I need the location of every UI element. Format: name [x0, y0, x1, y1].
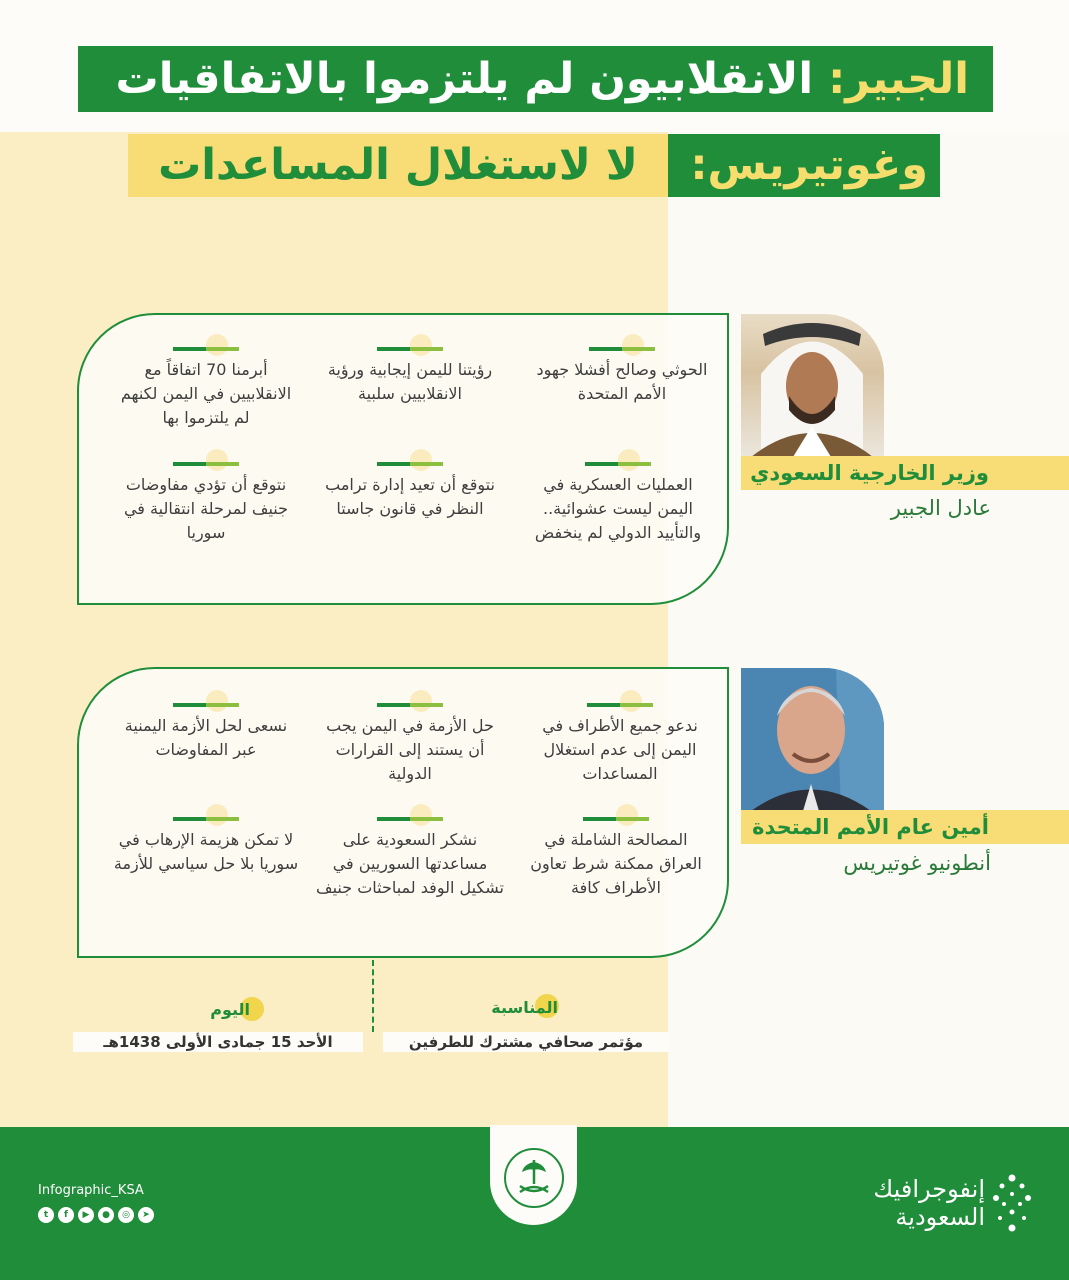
quote-item	[112, 449, 300, 545]
quote-marker	[585, 449, 651, 467]
quote-item	[522, 804, 710, 900]
quote-marker	[377, 334, 443, 352]
quote-item	[316, 690, 504, 786]
quote-text: حل الأزمة في اليمن يجب أن يستند إلى القرارات الدولية	[326, 716, 494, 783]
brand-dots-icon	[992, 1172, 1032, 1234]
quote-text: الحوثي وصالح أفشلا جهود الأمم المتحدة	[536, 360, 708, 403]
quote-item	[112, 334, 300, 430]
social-icons	[38, 1207, 154, 1223]
headline-name-2: وغوتيريس:	[690, 140, 928, 190]
quote-text: رؤيتنا لليمن إيجابية ورؤية الانقلابيين سلبية	[327, 360, 493, 403]
quote-marker	[173, 690, 239, 708]
quote-text: العمليات العسكرية في اليمن ليست عشوائية.. والتأييد الدولي لم ينخفض	[534, 475, 702, 542]
quote-marker	[377, 690, 443, 708]
telegram-icon[interactable]: ➤	[138, 1207, 154, 1223]
quote-text: ندعو جميع الأطراف في اليمن إلى عدم استغلال المساعدات	[542, 716, 698, 783]
quote-text: نشكر السعودية على مساعدتها السوريين في تشكيل الوفد لمباحثات جنيف	[316, 830, 504, 897]
quote-text: نتوقع أن تؤدي مفاوضات جنيف لمرحلة انتقالية في سوريا	[123, 475, 289, 542]
headline-name-1: الجبير:	[828, 54, 969, 104]
youtube-icon[interactable]: ▶	[78, 1207, 94, 1223]
jubeir-name: عادل الجبير	[890, 496, 991, 520]
jubeir-role: وزير الخارجية السعودي	[741, 456, 1069, 490]
event-divider	[372, 960, 374, 1032]
brand-line-2: السعودية	[895, 1203, 985, 1231]
headline-line-1	[78, 46, 993, 112]
day-value: الأحد 15 جمادى الأولى 1438هـ	[73, 1032, 363, 1052]
quote-marker	[377, 449, 443, 467]
twitter-icon[interactable]: t	[38, 1207, 54, 1223]
quote-item	[112, 690, 300, 762]
headline-text-2: لا لاستغلال المساعدات	[128, 134, 668, 197]
headline-name-2-box	[668, 134, 940, 197]
quote-item	[524, 449, 712, 545]
guterres-role: أمين عام الأمم المتحدة	[741, 810, 1069, 844]
quote-marker	[583, 804, 649, 822]
quote-text: أبرمنا 70 اتفاقاً مع الانقلابيين في اليمن لكنهم لم يلتزموا بها	[120, 360, 292, 427]
quote-text: نتوقع أن تعيد إدارة ترامب النظر في قانون جاستا	[325, 475, 495, 518]
quote-marker	[587, 690, 653, 708]
quote-marker	[173, 334, 239, 352]
yellow-background	[0, 132, 668, 1127]
jubeir-photo	[741, 314, 884, 457]
quote-item	[316, 334, 504, 406]
quote-item	[316, 449, 504, 521]
day-label: اليوم	[210, 1000, 250, 1019]
quote-marker	[589, 334, 655, 352]
instagram-icon[interactable]: ◎	[118, 1207, 134, 1223]
facebook-icon[interactable]: f	[58, 1207, 74, 1223]
brand-line-1: إنفوجرافيك	[873, 1175, 985, 1203]
right-background	[668, 132, 1069, 1127]
quote-item	[112, 804, 300, 876]
quote-item	[528, 334, 716, 406]
quote-marker	[173, 449, 239, 467]
saudi-emblem-icon	[504, 1148, 564, 1208]
quote-text: المصالحة الشاملة في العراق ممكنة شرط تعاون الأطراف كافة	[530, 830, 702, 897]
brand-logo-text	[830, 1175, 985, 1231]
occasion-value: مؤتمر صحافي مشترك للطرفين	[383, 1032, 669, 1052]
guterres-photo	[741, 668, 884, 811]
snapchat-icon[interactable]: ●	[98, 1207, 114, 1223]
quote-marker	[377, 804, 443, 822]
quote-marker	[173, 804, 239, 822]
quote-text: لا تمكن هزيمة الإرهاب في سوريا بلا حل سياسي للأزمة	[113, 830, 299, 873]
guterres-name: أنطونيو غوتيريس	[843, 851, 991, 875]
headline-text-1: الانقلابيون لم يلتزموا بالاتفاقيات	[115, 54, 814, 104]
quote-item	[316, 804, 504, 900]
quote-item	[526, 690, 714, 786]
occasion-label: المناسبة	[491, 998, 558, 1017]
headline-line-2	[128, 134, 940, 197]
social-handle[interactable]: Infographic_KSA	[38, 1183, 144, 1198]
quote-text: نسعى لحل الأزمة اليمنية عبر المفاوضات	[124, 716, 288, 759]
